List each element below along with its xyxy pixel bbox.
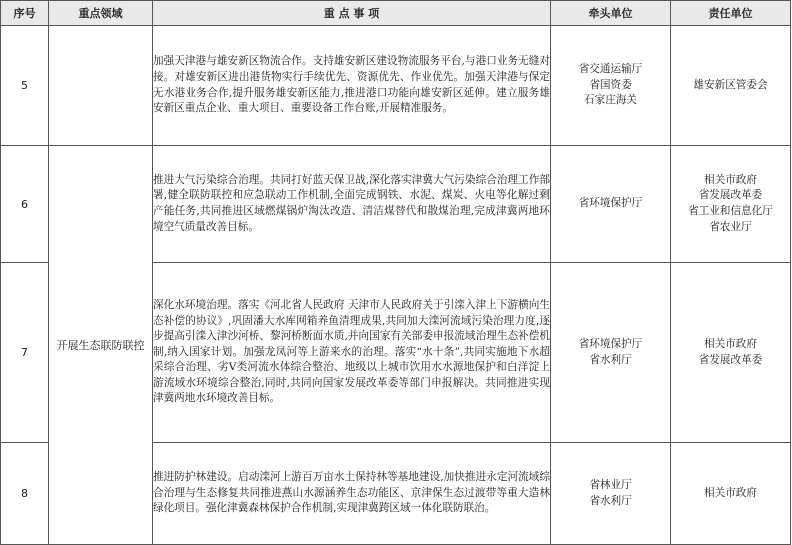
- row-number: 5: [1, 26, 49, 146]
- row-number: 6: [1, 146, 49, 263]
- matter-text: 加强天津港与雄安新区物流合作。支持雄安新区建设物流服务平台,与港口业务无缝对接。对雄安新区进出港货物实行手续优先、资源优先、作业优先。加强天津港与保定无水港业务合作,提升服务雄安新区能力,推进港口功能向雄安新区延伸。建立服务雄安新区重点企业、重大项目、重要设备工作台账,开展精准服务。: [153, 26, 551, 146]
- lead-unit: 省林业厅: [589, 478, 632, 491]
- resp-unit: 省发展改革委: [698, 189, 763, 202]
- lead-unit: 省环境保护厅: [578, 337, 643, 350]
- resp-unit: 省工业和信息化厅: [688, 205, 773, 217]
- resp-unit: 相关市政府: [704, 337, 757, 350]
- resp-unit: 省发展改革委: [698, 353, 763, 366]
- header-matter: 重 点 事 项: [153, 1, 551, 26]
- lead-units: [551, 146, 671, 263]
- resp-unit: 相关市政府: [704, 173, 757, 186]
- row-number: 8: [1, 443, 49, 545]
- row-number: 7: [1, 263, 49, 443]
- lead-unit: 省水利厅: [589, 494, 632, 507]
- lead-unit: 省国资委: [589, 78, 632, 91]
- lead-units: [551, 263, 671, 443]
- header-lead: 牵头单位: [551, 1, 671, 26]
- header-resp: 责任单位: [671, 1, 791, 26]
- matter-text: 推进防护林建设。启动滦河上游百万亩水土保持林等基地建设,加快推进永定河流域综合治理与生态修复共同推进燕山水源涵养生态功能区、京津保生态过渡带等重大造林绿化项目。强化津冀森林保护合作机制,实现津冀跨区域一体化联防联治。: [153, 443, 551, 545]
- resp-units: [671, 263, 791, 443]
- table-row: [1, 146, 791, 263]
- resp-unit: 雄安新区管委会: [693, 78, 768, 91]
- resp-units: [671, 26, 791, 146]
- area-cell-blank: [49, 26, 153, 146]
- header-area: 重点领域: [49, 1, 153, 26]
- lead-unit: 省水利厅: [589, 353, 632, 366]
- area-label: 开展生态联防联控: [49, 146, 153, 545]
- table-header-row: [1, 1, 791, 26]
- lead-unit: 石家庄海关: [584, 94, 637, 107]
- resp-unit: 省农业厅: [709, 220, 752, 233]
- table-row: [1, 26, 791, 146]
- lead-unit: 省交通运输厅: [578, 63, 643, 76]
- matter-text: 深化水环境治理。落实《河北省人民政府 天津市人民政府关于引滦入津上下游横向生态补偿的协议》,巩固潘大水库网箱养鱼清理成果,共同加大滦河流域污染治理力度,逐步提高引滦入津沙河桥、黎河桥断面水质,并向国家有关部委申报流域治理生态补偿机制,纳入国家计划。加强龙凤河等上游来水的治理。落实“水十条”,共同实施地下水超采综合治理、劣Ⅴ类河流水体综合整治、地级以上城市饮用水水源地保护和白洋淀上游流域水环境综合整治,同时,共同向国家发展改革委等部门申报解决。共同推进实现津冀两地水环境改善目标。: [153, 263, 551, 443]
- header-seq: 序号: [1, 1, 49, 26]
- lead-unit: 省环境保护厅: [578, 197, 643, 210]
- resp-units: [671, 443, 791, 545]
- resp-unit: 相关市政府: [704, 486, 757, 499]
- resp-units: [671, 146, 791, 263]
- lead-units: [551, 443, 671, 545]
- lead-units: [551, 26, 671, 146]
- matter-text: 推进大气污染综合治理。共同打好蓝天保卫战,深化落实津冀大气污染综合治理工作部署,健全联防联控和应急联动工作机制,全面完成钢铁、水泥、煤炭、火电等化解过剩产能任务,共同推进区域燃煤锅炉淘汰改造、清洁煤替代和散煤治理,完成津冀两地环境空气质量改善目标。: [153, 146, 551, 263]
